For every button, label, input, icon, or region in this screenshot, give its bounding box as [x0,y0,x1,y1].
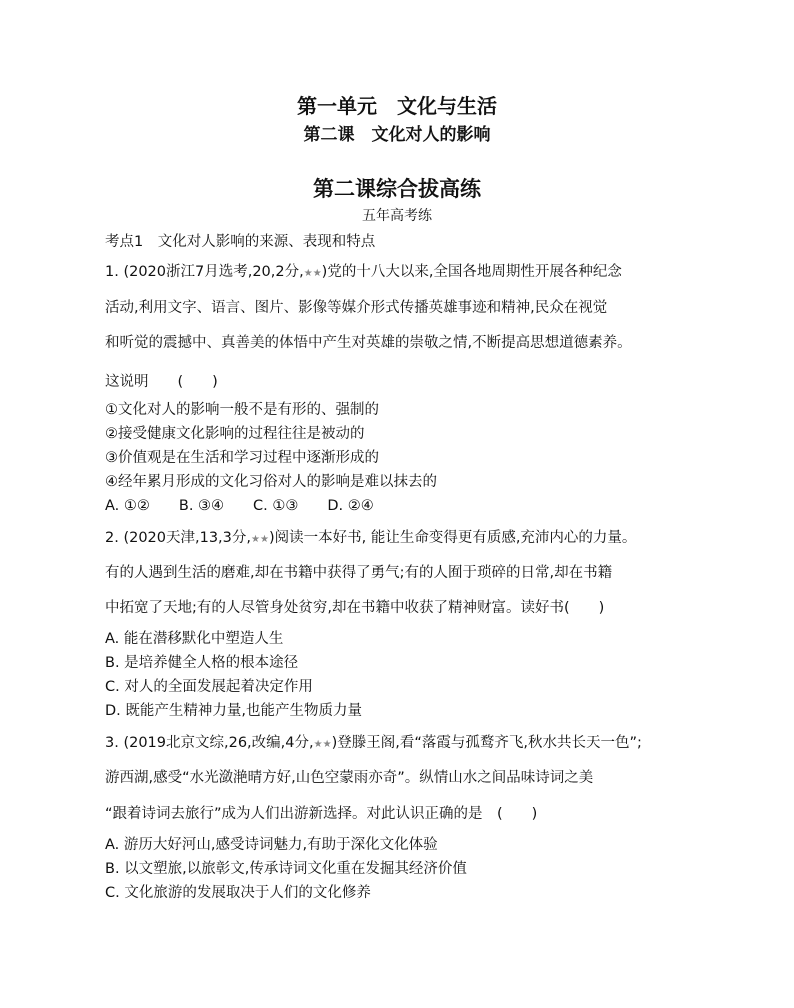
q3-option: A. 游历大好河山,感受诗词魅力,有助于深化文化体验 [105,837,438,853]
q2-option: A. 能在潜移默化中塑造人生 [105,631,284,647]
q1-item: ①文化对人的影响一般不是有形的、强制的 [105,402,379,418]
q3-option: C. 文化旅游的发展取决于人们的文化修养 [105,885,371,901]
topic-heading: 考点1 文化对人影响的来源、表现和特点 [105,234,376,250]
q1-stem: 1. (2020浙江7月选考,20,2分,★★)党的十八大以来,全国各地周期性开展各种纪念 [105,264,622,280]
subsection-title: 五年高考练 [362,208,432,224]
q2-option: D. 既能产生精神力量,也能产生物质力量 [105,703,362,719]
q2-stem: 2. (2020天津,13,3分,★★)阅读一本好书, 能让生命变得更有质感,充沛内心的力量。 [105,530,637,546]
q1-line: 和听觉的震撼中、真善美的体悟中产生对英雄的崇敬之情,不断提高思想道德素养。 [105,335,632,351]
q1-item: ②接受健康文化影响的过程往往是被动的 [105,426,365,442]
unit-title: 第一单元 文化与生活 [297,94,497,118]
q2-option: B. 是培养健全人格的根本途径 [105,655,299,671]
difficulty-star-icon: ★★ [251,534,269,545]
q1-line: 这说明 ( ) [105,374,218,390]
lesson-title: 第二课 文化对人的影响 [303,125,491,145]
q3-line: “跟着诗词去旅行”成为人们出游新选择。对此认识正确的是 ( ) [105,806,538,822]
q1-line: 活动,利用文字、语言、图片、影像等媒介形式传播英雄事迹和精神,民众在视觉 [105,300,608,316]
q3-option: B. 以文塑旅,以旅彰文,传承诗词文化重在发掘其经济价值 [105,861,467,877]
difficulty-star-icon: ★★ [303,268,322,279]
q1-item: ③价值观是在生活和学习过程中逐渐形成的 [105,450,379,466]
q2-line: 中拓宽了天地;有的人尽管身处贫穷,却在书籍中收获了精神财富。读好书( ) [105,600,605,616]
q1-item: ④经年累月形成的文化习俗对人的影响是难以抹去的 [105,474,437,490]
q1-choices: A. ①② B. ③④ C. ①③ D. ②④ [105,498,374,514]
q3-stem: 3. (2019北京文综,26,改编,4分,★★)登滕王阁,看“落霞与孤鹜齐飞,秋水共长天一色”; [105,735,642,751]
q2-option: C. 对人的全面发展起着决定作用 [105,679,313,695]
q3-line: 游西湖,感受“水光潋滟晴方好,山色空蒙雨亦奇”。纵情山水之间品味诗词之美 [105,770,594,786]
section-title: 第二课综合拔高练 [313,177,481,201]
difficulty-star-icon: ★★ [313,739,332,750]
q2-line: 有的人遇到生活的磨难,却在书籍中获得了勇气;有的人囿于琐碎的日常,却在书籍 [105,565,613,581]
